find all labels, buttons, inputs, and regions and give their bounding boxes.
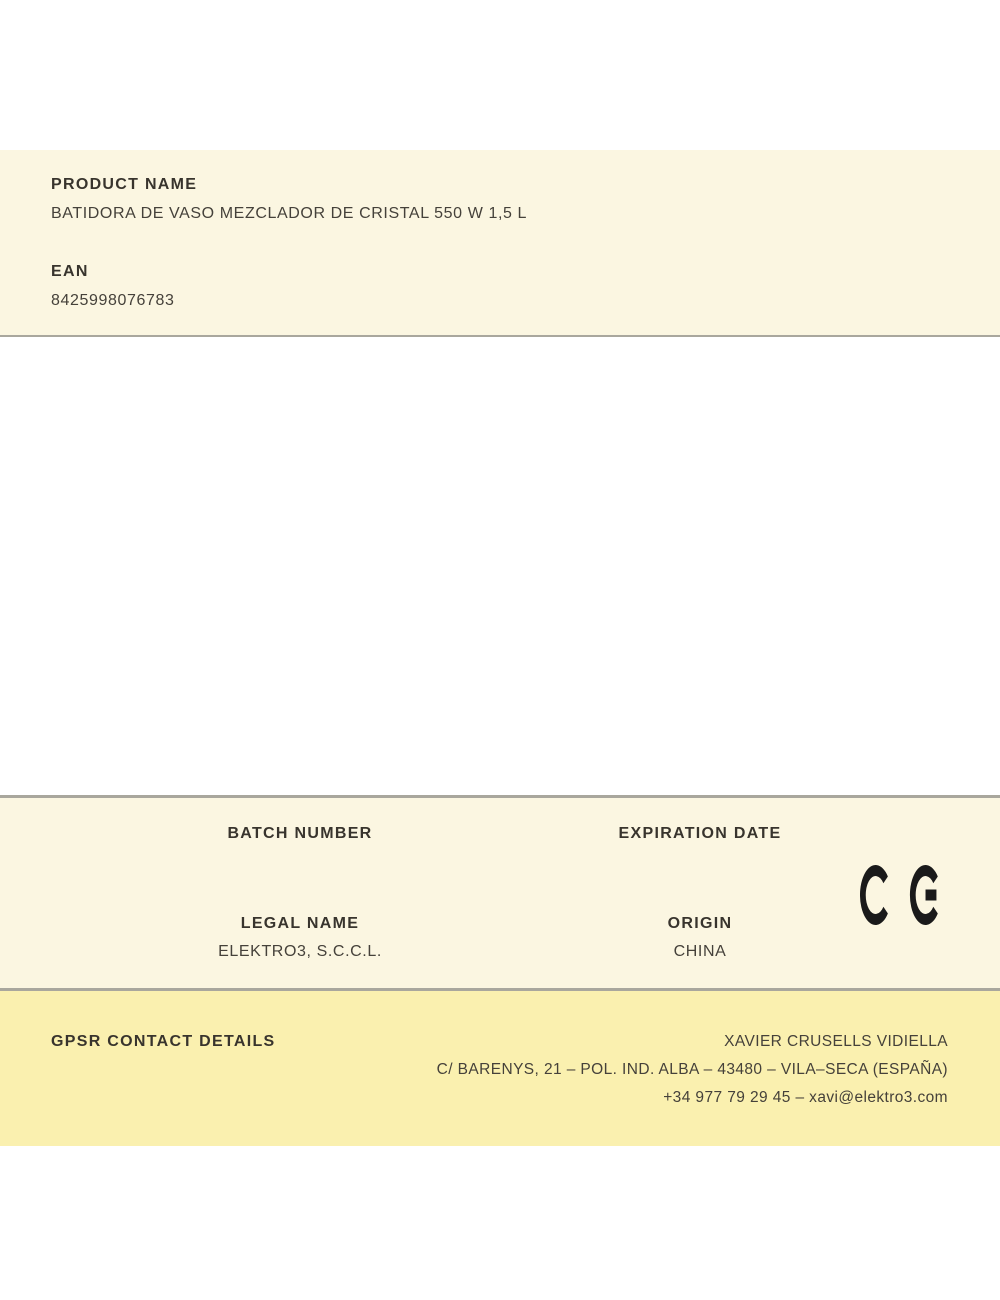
product-section [0, 150, 1000, 337]
gpsr-contact-address: C/ BARENYS, 21 – POL. IND. ALBA – 43480 – VILA–SECA (ESPAÑA) [436, 1061, 948, 1078]
batch-number-label: BATCH NUMBER [227, 825, 373, 842]
gpsr-contact-name: XAVIER CRUSELLS VIDIELLA [724, 1033, 948, 1050]
product-name-value: BATIDORA DE VASO MEZCLADOR DE CRISTAL 550 W 1,5 L [51, 205, 528, 222]
batch-number-field [100, 825, 500, 871]
legal-name-field [100, 915, 500, 961]
legal-name-value: ELEKTRO3, S.C.C.L. [218, 943, 382, 960]
origin-field [500, 915, 900, 961]
expiration-date-label: EXPIRATION DATE [618, 825, 782, 842]
gpsr-contact-block [437, 1028, 948, 1112]
product-name-field [51, 176, 949, 223]
gpsr-title: GPSR CONTACT DETAILS [51, 1033, 276, 1050]
ean-value: 8425998076783 [51, 292, 175, 309]
batch-number-value [100, 853, 500, 871]
ce-marking-icon [860, 865, 938, 925]
expiration-date-field [500, 825, 900, 871]
ean-label: EAN [51, 263, 89, 280]
expiration-date-value [500, 853, 900, 871]
origin-value: CHINA [673, 943, 727, 960]
batch-section [0, 795, 1000, 991]
product-name-label: PRODUCT NAME [51, 176, 198, 193]
batch-grid [100, 825, 900, 961]
legal-name-label: LEGAL NAME [240, 915, 360, 932]
origin-label: ORIGIN [667, 915, 733, 932]
ean-field [51, 263, 949, 310]
gpsr-contact-phone-email: +34 977 79 29 45 – xavi@elektro3.com [663, 1089, 948, 1106]
gpsr-section [0, 991, 1000, 1146]
